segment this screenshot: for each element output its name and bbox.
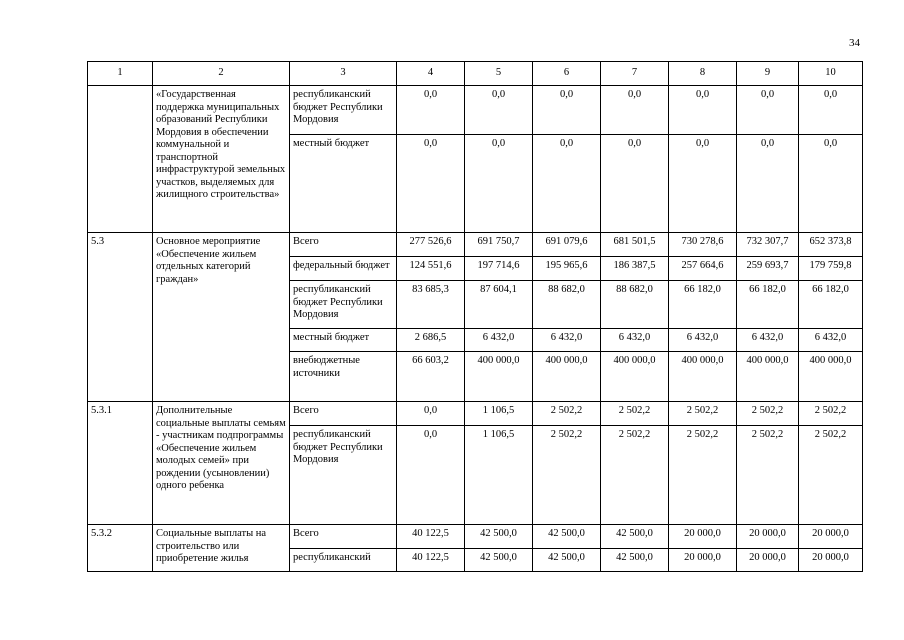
value-cell: 83 685,3: [397, 281, 465, 329]
item-code: 5.3.2: [88, 525, 153, 572]
column-header: 9: [737, 62, 799, 86]
value-cell: 66 182,0: [669, 281, 737, 329]
value-cell: 66 182,0: [737, 281, 799, 329]
value-cell: 6 432,0: [669, 329, 737, 352]
value-cell: 124 551,6: [397, 257, 465, 281]
value-cell: 0,0: [397, 426, 465, 525]
value-cell: 2 502,2: [669, 426, 737, 525]
value-cell: 2 502,2: [799, 426, 863, 525]
value-cell: 1 106,5: [465, 426, 533, 525]
value-cell: 257 664,6: [669, 257, 737, 281]
value-cell: 2 502,2: [601, 426, 669, 525]
value-cell: 40 122,5: [397, 525, 465, 549]
value-cell: 42 500,0: [465, 549, 533, 572]
value-cell: 400 000,0: [737, 352, 799, 402]
funding-source: республиканский: [290, 549, 397, 572]
value-cell: 66 182,0: [799, 281, 863, 329]
value-cell: 2 502,2: [737, 426, 799, 525]
value-cell: 400 000,0: [799, 352, 863, 402]
value-cell: 179 759,8: [799, 257, 863, 281]
column-header: 1: [88, 62, 153, 86]
page-number: 34: [849, 37, 860, 49]
column-header: 10: [799, 62, 863, 86]
item-name: «Государственная поддержка муниципальных образований Республики Мордовия в обеспечении коммунальной и транспортной инфраструктурой земельных участков, выделяемых для жилищного строительства»: [153, 86, 290, 233]
value-cell: 652 373,8: [799, 233, 863, 257]
value-cell: 6 432,0: [533, 329, 601, 352]
value-cell: 0,0: [601, 135, 669, 233]
column-header: 7: [601, 62, 669, 86]
funding-source: республиканский бюджет Республики Мордовия: [290, 86, 397, 135]
column-header: 5: [465, 62, 533, 86]
value-cell: 66 603,2: [397, 352, 465, 402]
value-cell: 0,0: [737, 135, 799, 233]
column-header: 6: [533, 62, 601, 86]
column-header: 8: [669, 62, 737, 86]
value-cell: 42 500,0: [533, 525, 601, 549]
value-cell: 259 693,7: [737, 257, 799, 281]
value-cell: 88 682,0: [601, 281, 669, 329]
value-cell: 20 000,0: [799, 549, 863, 572]
value-cell: 691 750,7: [465, 233, 533, 257]
value-cell: 195 965,6: [533, 257, 601, 281]
funding-source: Всего: [290, 525, 397, 549]
item-name: Дополнительные социальные выплаты семьям - участникам подпрограммы «Обеспечение жильем молодых семей» при рождении (усыновлении) одного ребенка: [153, 402, 290, 525]
column-header: 4: [397, 62, 465, 86]
funding-source: республиканский бюджет Республики Мордовия: [290, 281, 397, 329]
value-cell: 87 604,1: [465, 281, 533, 329]
value-cell: 400 000,0: [669, 352, 737, 402]
funding-source: внебюджетные источники: [290, 352, 397, 402]
item-name: Социальные выплаты на строительство или приобретение жилья: [153, 525, 290, 572]
value-cell: 681 501,5: [601, 233, 669, 257]
funding-source: местный бюджет: [290, 329, 397, 352]
table-row: [88, 402, 863, 426]
column-header: 2: [153, 62, 290, 86]
value-cell: 400 000,0: [601, 352, 669, 402]
value-cell: 42 500,0: [533, 549, 601, 572]
value-cell: 0,0: [737, 86, 799, 135]
value-cell: 0,0: [601, 86, 669, 135]
value-cell: 6 432,0: [799, 329, 863, 352]
value-cell: 2 502,2: [601, 402, 669, 426]
value-cell: 0,0: [533, 86, 601, 135]
funding-source: республиканский бюджет Республики Мордовия: [290, 426, 397, 525]
value-cell: 20 000,0: [737, 525, 799, 549]
value-cell: 42 500,0: [601, 525, 669, 549]
value-cell: 691 079,6: [533, 233, 601, 257]
value-cell: 277 526,6: [397, 233, 465, 257]
value-cell: 0,0: [669, 135, 737, 233]
table-header-row: [88, 62, 863, 86]
value-cell: 400 000,0: [465, 352, 533, 402]
table-row: [88, 525, 863, 549]
value-cell: 20 000,0: [799, 525, 863, 549]
value-cell: 88 682,0: [533, 281, 601, 329]
funding-source: Всего: [290, 233, 397, 257]
item-code: [88, 86, 153, 233]
item-code: 5.3: [88, 233, 153, 402]
value-cell: 730 278,6: [669, 233, 737, 257]
item-name: Основное мероприятие «Обеспечение жильем отдельных категорий граждан»: [153, 233, 290, 402]
value-cell: 2 502,2: [669, 402, 737, 426]
value-cell: 186 387,5: [601, 257, 669, 281]
value-cell: 732 307,7: [737, 233, 799, 257]
value-cell: 2 502,2: [533, 402, 601, 426]
budget-table: [87, 61, 863, 572]
value-cell: 20 000,0: [737, 549, 799, 572]
value-cell: 0,0: [465, 86, 533, 135]
value-cell: 20 000,0: [669, 549, 737, 572]
value-cell: 40 122,5: [397, 549, 465, 572]
value-cell: 6 432,0: [737, 329, 799, 352]
value-cell: 0,0: [397, 135, 465, 233]
value-cell: 0,0: [799, 86, 863, 135]
value-cell: 0,0: [397, 86, 465, 135]
table-row: [88, 233, 863, 257]
value-cell: 0,0: [799, 135, 863, 233]
funding-source: федеральный бюджет: [290, 257, 397, 281]
value-cell: 0,0: [397, 402, 465, 426]
item-code: 5.3.1: [88, 402, 153, 525]
value-cell: 6 432,0: [465, 329, 533, 352]
value-cell: 20 000,0: [669, 525, 737, 549]
value-cell: 197 714,6: [465, 257, 533, 281]
value-cell: 2 686,5: [397, 329, 465, 352]
value-cell: 0,0: [669, 86, 737, 135]
column-header: 3: [290, 62, 397, 86]
value-cell: 42 500,0: [601, 549, 669, 572]
value-cell: 0,0: [533, 135, 601, 233]
table-row: [88, 86, 863, 135]
funding-source: Всего: [290, 402, 397, 426]
value-cell: 42 500,0: [465, 525, 533, 549]
value-cell: 2 502,2: [799, 402, 863, 426]
value-cell: 2 502,2: [737, 402, 799, 426]
funding-source: местный бюджет: [290, 135, 397, 233]
value-cell: 2 502,2: [533, 426, 601, 525]
value-cell: 0,0: [465, 135, 533, 233]
value-cell: 6 432,0: [601, 329, 669, 352]
value-cell: 400 000,0: [533, 352, 601, 402]
value-cell: 1 106,5: [465, 402, 533, 426]
